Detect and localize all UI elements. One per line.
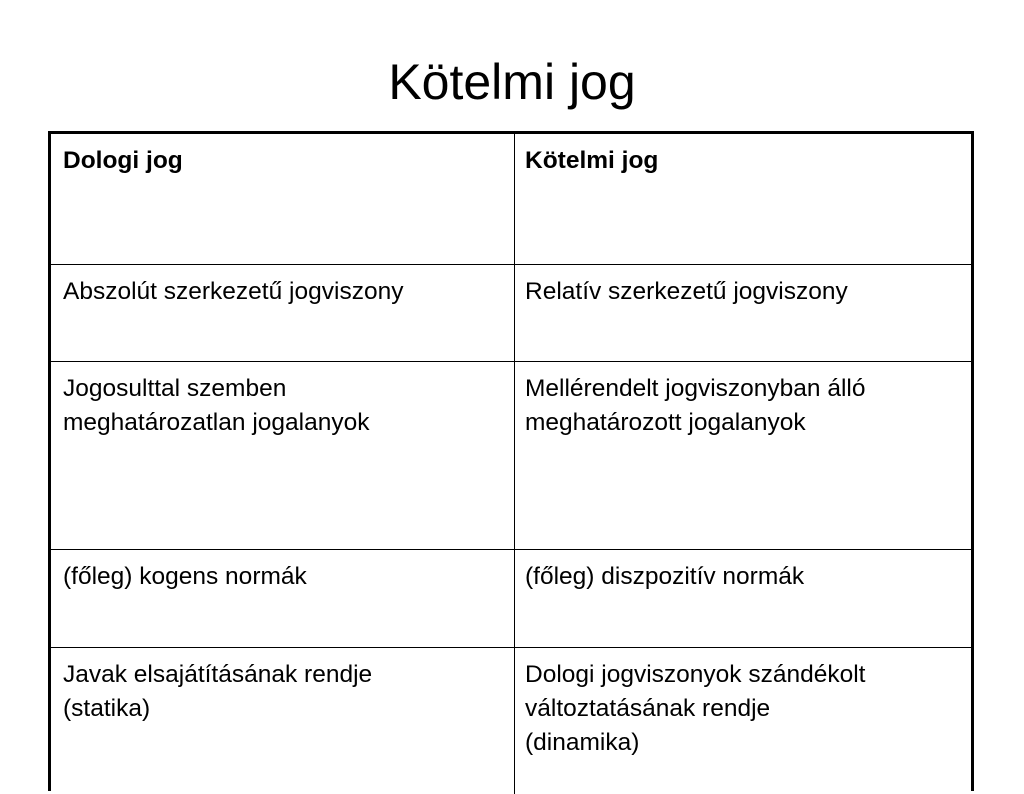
- table-header-row: [51, 134, 971, 265]
- table-row: [51, 265, 971, 362]
- header-cell-kotelmi-jog: Kötelmi jog: [525, 147, 659, 174]
- table-cell: Abszolút szerkezetű jogviszony: [51, 265, 515, 361]
- table-row: [51, 648, 971, 794]
- header-cell-dologi-jog: Dologi jog: [51, 134, 515, 264]
- table-cell: (főleg) diszpozitív normák: [525, 563, 805, 590]
- table-cell: Relatív szerkezetű jogviszony: [525, 278, 848, 305]
- table-row: [51, 362, 971, 550]
- table-cell: Javak elsajátításának rendje (statika): [51, 648, 515, 794]
- table-cell: (főleg) kogens normák: [51, 550, 515, 647]
- slide-title: Kötelmi jog: [388, 54, 636, 110]
- comparison-table: [48, 131, 974, 791]
- table-cell: Dologi jogviszonyok szándékolt változtatásának rendje (dinamika): [525, 661, 866, 756]
- table-row: [51, 550, 971, 648]
- table-cell: Mellérendelt jogviszonyban álló meghatározott jogalanyok: [525, 375, 866, 436]
- table-cell: Jogosulttal szemben meghatározatlan jogalanyok: [51, 362, 515, 549]
